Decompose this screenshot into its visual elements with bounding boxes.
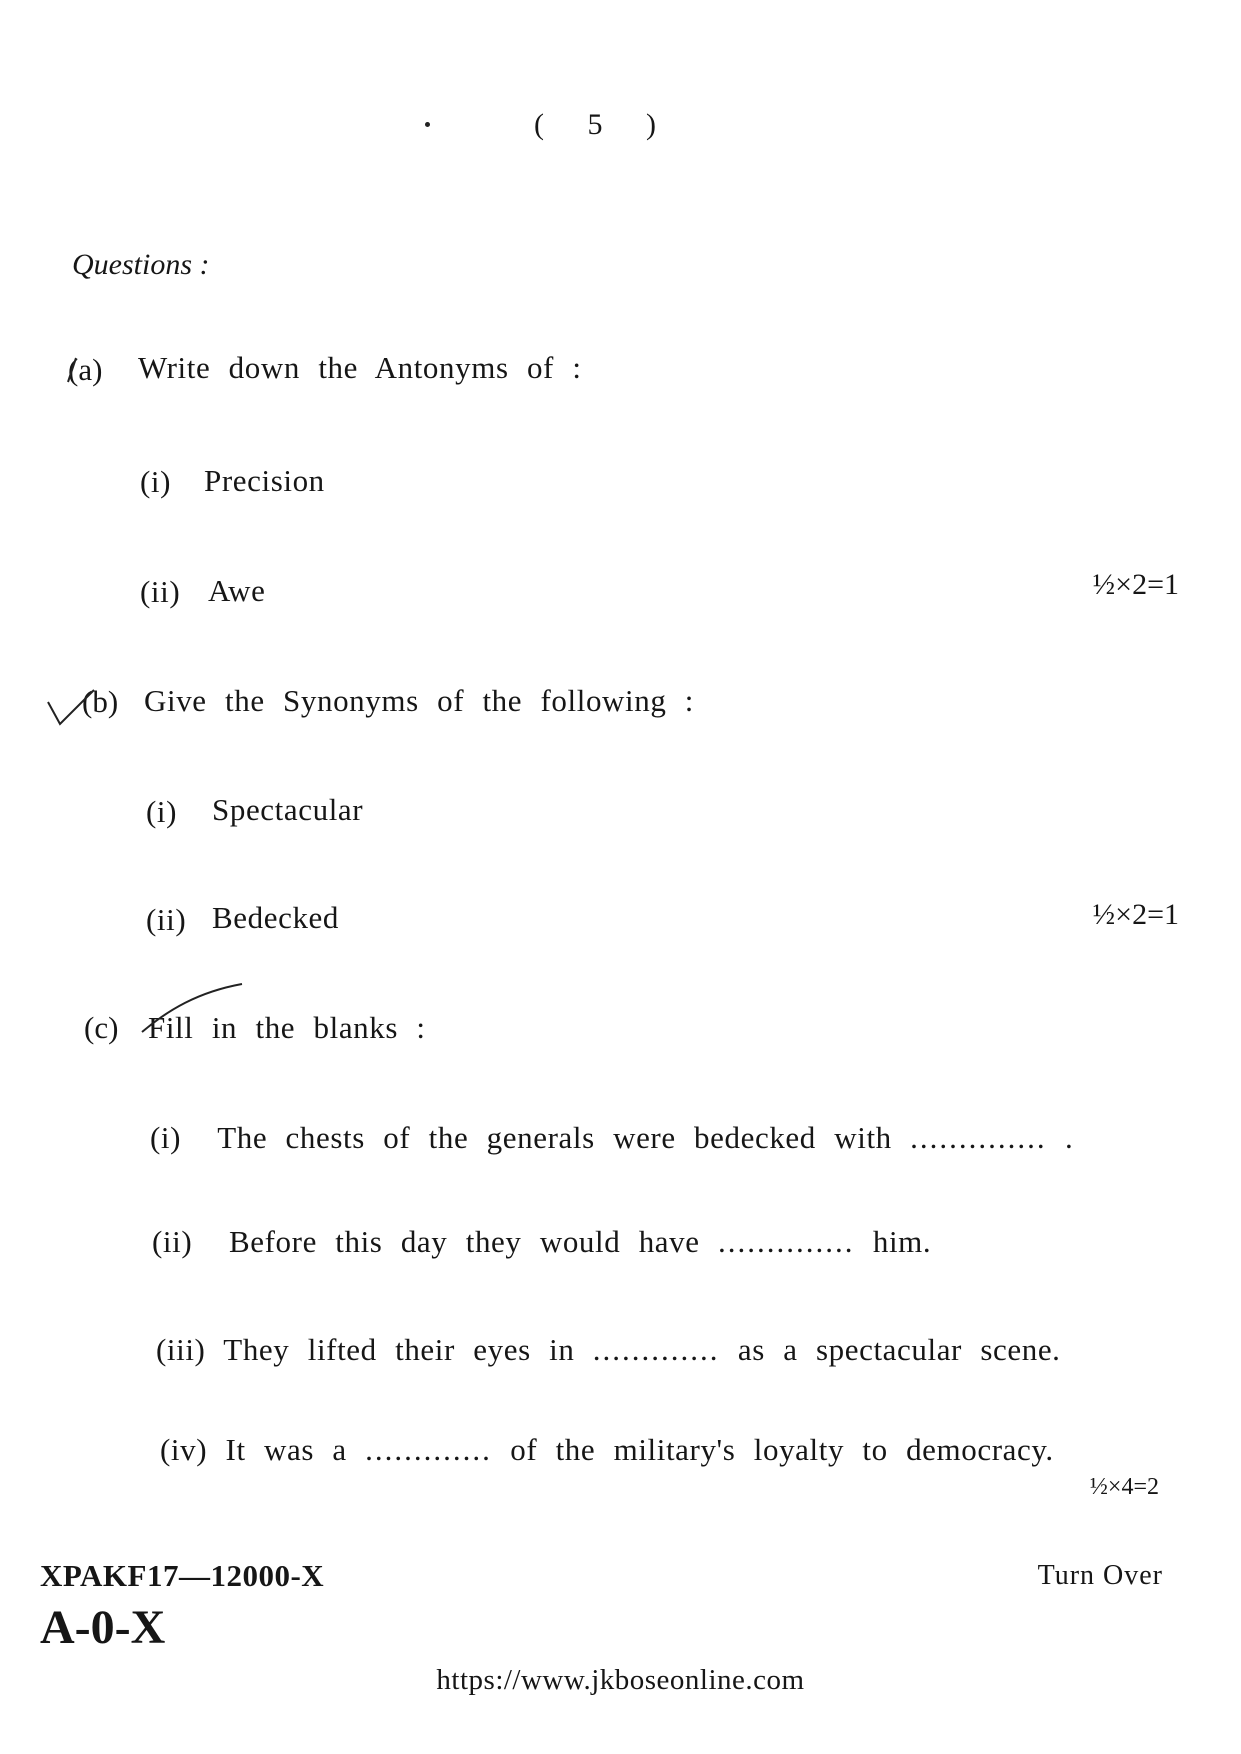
section-c-item-4 (160, 1432, 1054, 1468)
paper-code: XPAKF17—12000-X (40, 1558, 325, 1593)
section-c-item-3-number: (iii) (156, 1332, 206, 1367)
strike-mark-icon (138, 980, 248, 1040)
section-b-marks: ½×2=1 (1092, 898, 1179, 931)
section-a-marks: ½×2=1 (1092, 568, 1179, 601)
section-c-item-2-after: him. (872, 1224, 932, 1259)
section-c-item-3-blank: ............. (592, 1332, 720, 1367)
section-b-label: (b) (82, 684, 119, 719)
section-a-label: (a) (68, 352, 103, 387)
section-c-item-2 (152, 1224, 931, 1260)
section-b-item-2-text: Bedecked (212, 900, 340, 935)
questions-heading: Questions : (72, 248, 210, 281)
section-c-item-1-before: The chests of the generals were bedecked with (217, 1120, 892, 1155)
page-number: ( 5 ) (534, 108, 674, 141)
section-c-item-3-before: They lifted their eyes in (223, 1332, 575, 1367)
section-c-item-4-after: of the military's loyalty to democracy. (510, 1432, 1054, 1467)
section-c-item-2-number: (ii) (152, 1224, 193, 1259)
section-c-item-1-blank: .............. (910, 1120, 1047, 1155)
check-mark-icon (44, 684, 104, 734)
turn-over-label: Turn Over (1037, 1560, 1163, 1591)
section-c-item-4-blank: ............. (365, 1432, 492, 1467)
section-c-item-3-after: as a spectacular scene. (737, 1332, 1061, 1367)
section-c-prompt: Fill in the blanks : (148, 1010, 426, 1045)
section-c-item-2-before: Before this day they would have (228, 1224, 700, 1259)
section-c-marks: ½×4=2 (1089, 1474, 1159, 1500)
section-a-item-1-text: Precision (204, 463, 325, 498)
pen-mark-icon (62, 352, 82, 392)
paper-set: A-0-X (40, 1601, 166, 1654)
section-c-item-1-number: (i) (150, 1120, 182, 1155)
section-b-item-1-number: (i) (146, 794, 178, 829)
section-b-item-2-number: (ii) (146, 902, 187, 937)
section-b-prompt: Give the Synonyms of the following : (144, 683, 695, 718)
section-c-item-4-before: It was a (225, 1432, 347, 1467)
source-url: https://www.jkboseonline.com (436, 1664, 805, 1696)
section-c-item-2-blank: .............. (717, 1224, 855, 1259)
section-c-item-1 (150, 1120, 1073, 1156)
stray-dot (425, 122, 430, 127)
section-c-item-1-after: . (1064, 1120, 1074, 1155)
section-a-item-1-number: (i) (140, 464, 172, 499)
section-a-item-2-text: Awe (208, 573, 266, 608)
section-c-item-3 (156, 1332, 1061, 1368)
section-b-item-1-text: Spectacular (212, 792, 364, 827)
section-a-prompt: Write down the Antonyms of : (138, 350, 582, 385)
section-a-item-2-number: (ii) (140, 574, 181, 609)
section-c-label: (c) (84, 1010, 119, 1045)
section-c-item-4-number: (iv) (160, 1432, 208, 1467)
